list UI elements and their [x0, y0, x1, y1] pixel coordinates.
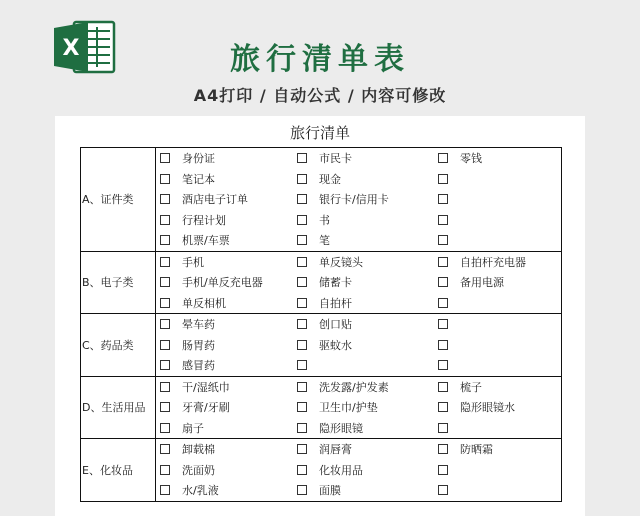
- checklist-row: [81, 189, 561, 210]
- item-label: 单反镜头: [319, 255, 363, 269]
- item-label: 备用电源: [460, 276, 504, 290]
- checklist-item: [160, 169, 215, 190]
- item-label: 牙膏/牙刷: [182, 401, 230, 415]
- item-label: 驱蚊水: [319, 338, 352, 352]
- checkbox[interactable]: [160, 465, 170, 475]
- checklist-item: [438, 210, 460, 231]
- checkbox[interactable]: [160, 215, 170, 225]
- item-label: 银行卡/信用卡: [319, 193, 389, 207]
- checkbox[interactable]: [438, 298, 448, 308]
- checklist-item: [297, 210, 330, 231]
- checklist-row: [81, 335, 561, 356]
- checklist-item: [438, 439, 493, 460]
- item-label: 卫生巾/护垫: [319, 401, 378, 415]
- section-category: B、电子类: [81, 252, 156, 314]
- checkbox[interactable]: [438, 194, 448, 204]
- checkbox[interactable]: [438, 465, 448, 475]
- checklist-item: [297, 189, 389, 210]
- item-label: 防晒霜: [460, 443, 493, 457]
- checklist-item: [160, 480, 219, 501]
- item-label: 晕车药: [182, 318, 215, 332]
- checkbox[interactable]: [297, 277, 307, 287]
- section-category: C、药品类: [81, 314, 156, 376]
- item-label: 书: [319, 213, 330, 227]
- item-label: 笔记本: [182, 172, 215, 186]
- checklist-sheet: [55, 116, 585, 516]
- item-label: 面膜: [319, 484, 341, 498]
- checklist-item: [160, 189, 248, 210]
- checklist-item: [297, 314, 352, 335]
- item-label: 洗发露/护发素: [319, 380, 389, 394]
- checklist-row: [81, 230, 561, 251]
- item-label: 卸载棉: [182, 443, 215, 457]
- checkbox[interactable]: [438, 444, 448, 454]
- checkbox[interactable]: [160, 257, 170, 267]
- checklist-section: [81, 377, 561, 440]
- checkbox[interactable]: [160, 382, 170, 392]
- item-label: 单反相机: [182, 296, 226, 310]
- checkbox[interactable]: [438, 277, 448, 287]
- item-label: 零钱: [460, 152, 482, 166]
- checklist-item: [438, 272, 504, 293]
- checkbox[interactable]: [160, 153, 170, 163]
- item-label: 自拍杆: [319, 296, 352, 310]
- checkbox[interactable]: [160, 423, 170, 433]
- logo-letter: X: [62, 36, 80, 61]
- checkbox[interactable]: [438, 235, 448, 245]
- checkbox[interactable]: [438, 485, 448, 495]
- checklist-item: [438, 189, 460, 210]
- checkbox[interactable]: [438, 319, 448, 329]
- checkbox[interactable]: [438, 153, 448, 163]
- checklist-row: [81, 293, 561, 314]
- checklist-row: [81, 355, 561, 376]
- checklist-item: [160, 460, 215, 481]
- checkbox[interactable]: [297, 485, 307, 495]
- checklist-item: [438, 230, 460, 251]
- checklist-item: [297, 252, 363, 273]
- checklist-item: [438, 480, 460, 501]
- checkbox[interactable]: [438, 174, 448, 184]
- item-label: 肠胃药: [182, 338, 215, 352]
- checkbox[interactable]: [438, 340, 448, 350]
- checkbox[interactable]: [297, 174, 307, 184]
- checklist-item: [297, 272, 352, 293]
- checklist-item: [160, 293, 226, 314]
- item-label: 机票/车票: [182, 234, 230, 248]
- checklist-item: [160, 272, 263, 293]
- item-label: 储蓄卡: [319, 276, 352, 290]
- checklist-item: [160, 355, 215, 376]
- section-category: E、化妆品: [81, 439, 156, 501]
- checkbox[interactable]: [160, 277, 170, 287]
- checkbox[interactable]: [297, 402, 307, 412]
- checkbox[interactable]: [297, 423, 307, 433]
- item-label: 自拍杆充电器: [460, 255, 526, 269]
- checklist-item: [438, 355, 460, 376]
- checkbox[interactable]: [438, 423, 448, 433]
- checklist-item: [160, 252, 204, 273]
- checklist-item: [438, 314, 460, 335]
- checklist-row: [81, 377, 561, 398]
- checklist-item: [160, 148, 215, 169]
- checklist-section: [81, 252, 561, 315]
- checkbox[interactable]: [160, 194, 170, 204]
- checkbox[interactable]: [160, 402, 170, 412]
- item-label: 笔: [319, 234, 330, 248]
- checklist-item: [297, 460, 363, 481]
- checklist-table: [80, 147, 562, 502]
- checkbox[interactable]: [438, 382, 448, 392]
- checklist-row: [81, 480, 561, 501]
- item-label: 扇子: [182, 421, 204, 435]
- page-subtitle: A4打印 / 自动公式 / 内容可修改: [193, 86, 447, 105]
- checklist-item: [438, 169, 460, 190]
- checkbox[interactable]: [297, 444, 307, 454]
- item-label: 酒店电子订单: [182, 193, 248, 207]
- checkbox[interactable]: [297, 194, 307, 204]
- checklist-item: [297, 335, 352, 356]
- checkbox[interactable]: [297, 465, 307, 475]
- checklist-row: [81, 439, 561, 460]
- checkbox[interactable]: [297, 153, 307, 163]
- checklist-row: [81, 148, 561, 169]
- checklist-section: [81, 314, 561, 377]
- checkbox[interactable]: [160, 174, 170, 184]
- checkbox[interactable]: [297, 235, 307, 245]
- checklist-item: [438, 252, 526, 273]
- item-label: 手机: [182, 255, 204, 269]
- checklist-row: [81, 314, 561, 335]
- checklist-item: [160, 439, 215, 460]
- checklist-item: [297, 418, 363, 439]
- checklist-row: [81, 272, 561, 293]
- checklist-item: [297, 439, 352, 460]
- checklist-item: [297, 397, 378, 418]
- checklist-item: [438, 293, 460, 314]
- checklist-item: [160, 377, 230, 398]
- checklist-section: [81, 148, 561, 252]
- checklist-item: [297, 355, 319, 376]
- checkbox[interactable]: [297, 257, 307, 267]
- checklist-item: [160, 397, 230, 418]
- checklist-row: [81, 397, 561, 418]
- checklist-item: [160, 418, 204, 439]
- item-label: 创口贴: [319, 318, 352, 332]
- checkbox[interactable]: [297, 360, 307, 370]
- section-category: D、生活用品: [81, 377, 156, 439]
- item-label: 洗面奶: [182, 463, 215, 477]
- checklist-item: [438, 377, 482, 398]
- checkbox[interactable]: [297, 298, 307, 308]
- checklist-item: [297, 148, 352, 169]
- checklist-section: [81, 439, 561, 502]
- checkbox[interactable]: [160, 298, 170, 308]
- checklist-item: [160, 210, 226, 231]
- checklist-row: [81, 460, 561, 481]
- checkbox[interactable]: [297, 215, 307, 225]
- checkbox[interactable]: [160, 360, 170, 370]
- item-label: 身份证: [182, 152, 215, 166]
- checklist-item: [438, 397, 515, 418]
- item-label: 化妆用品: [319, 463, 363, 477]
- checkbox[interactable]: [160, 485, 170, 495]
- checklist-item: [160, 335, 215, 356]
- checklist-item: [438, 460, 460, 481]
- checklist-row: [81, 252, 561, 273]
- item-label: 隐形眼镜水: [460, 401, 515, 415]
- checklist-item: [160, 230, 230, 251]
- checkbox[interactable]: [160, 340, 170, 350]
- checklist-item: [297, 293, 352, 314]
- item-label: 行程计划: [182, 213, 226, 227]
- item-label: 感冒药: [182, 359, 215, 373]
- checkbox[interactable]: [297, 319, 307, 329]
- section-category: A、证件类: [81, 148, 156, 251]
- item-label: 水/乳液: [182, 484, 219, 498]
- page-title: 旅行清单表: [230, 42, 410, 77]
- item-label: 润唇膏: [319, 443, 352, 457]
- checklist-item: [297, 230, 330, 251]
- checkbox[interactable]: [160, 235, 170, 245]
- item-label: 现金: [319, 172, 341, 186]
- item-label: 干/湿纸巾: [182, 380, 230, 394]
- checklist-item: [438, 418, 460, 439]
- sheet-title: 旅行清单: [289, 124, 350, 142]
- item-label: 市民卡: [319, 152, 352, 166]
- checklist-item: [297, 377, 389, 398]
- checklist-item: [297, 480, 341, 501]
- checkbox[interactable]: [297, 382, 307, 392]
- checkbox[interactable]: [160, 319, 170, 329]
- item-label: 梳子: [460, 380, 482, 394]
- item-label: 隐形眼镜: [319, 421, 363, 435]
- checkbox[interactable]: [160, 444, 170, 454]
- checklist-item: [160, 314, 215, 335]
- checklist-item: [297, 169, 341, 190]
- checkbox[interactable]: [438, 360, 448, 370]
- checkbox[interactable]: [438, 402, 448, 412]
- checklist-row: [81, 169, 561, 190]
- checklist-row: [81, 210, 561, 231]
- checklist-item: [438, 148, 482, 169]
- checklist-row: [81, 418, 561, 439]
- checkbox[interactable]: [438, 215, 448, 225]
- checklist-item: [438, 335, 460, 356]
- item-label: 手机/单反充电器: [182, 276, 263, 290]
- checkbox[interactable]: [438, 257, 448, 267]
- checkbox[interactable]: [297, 340, 307, 350]
